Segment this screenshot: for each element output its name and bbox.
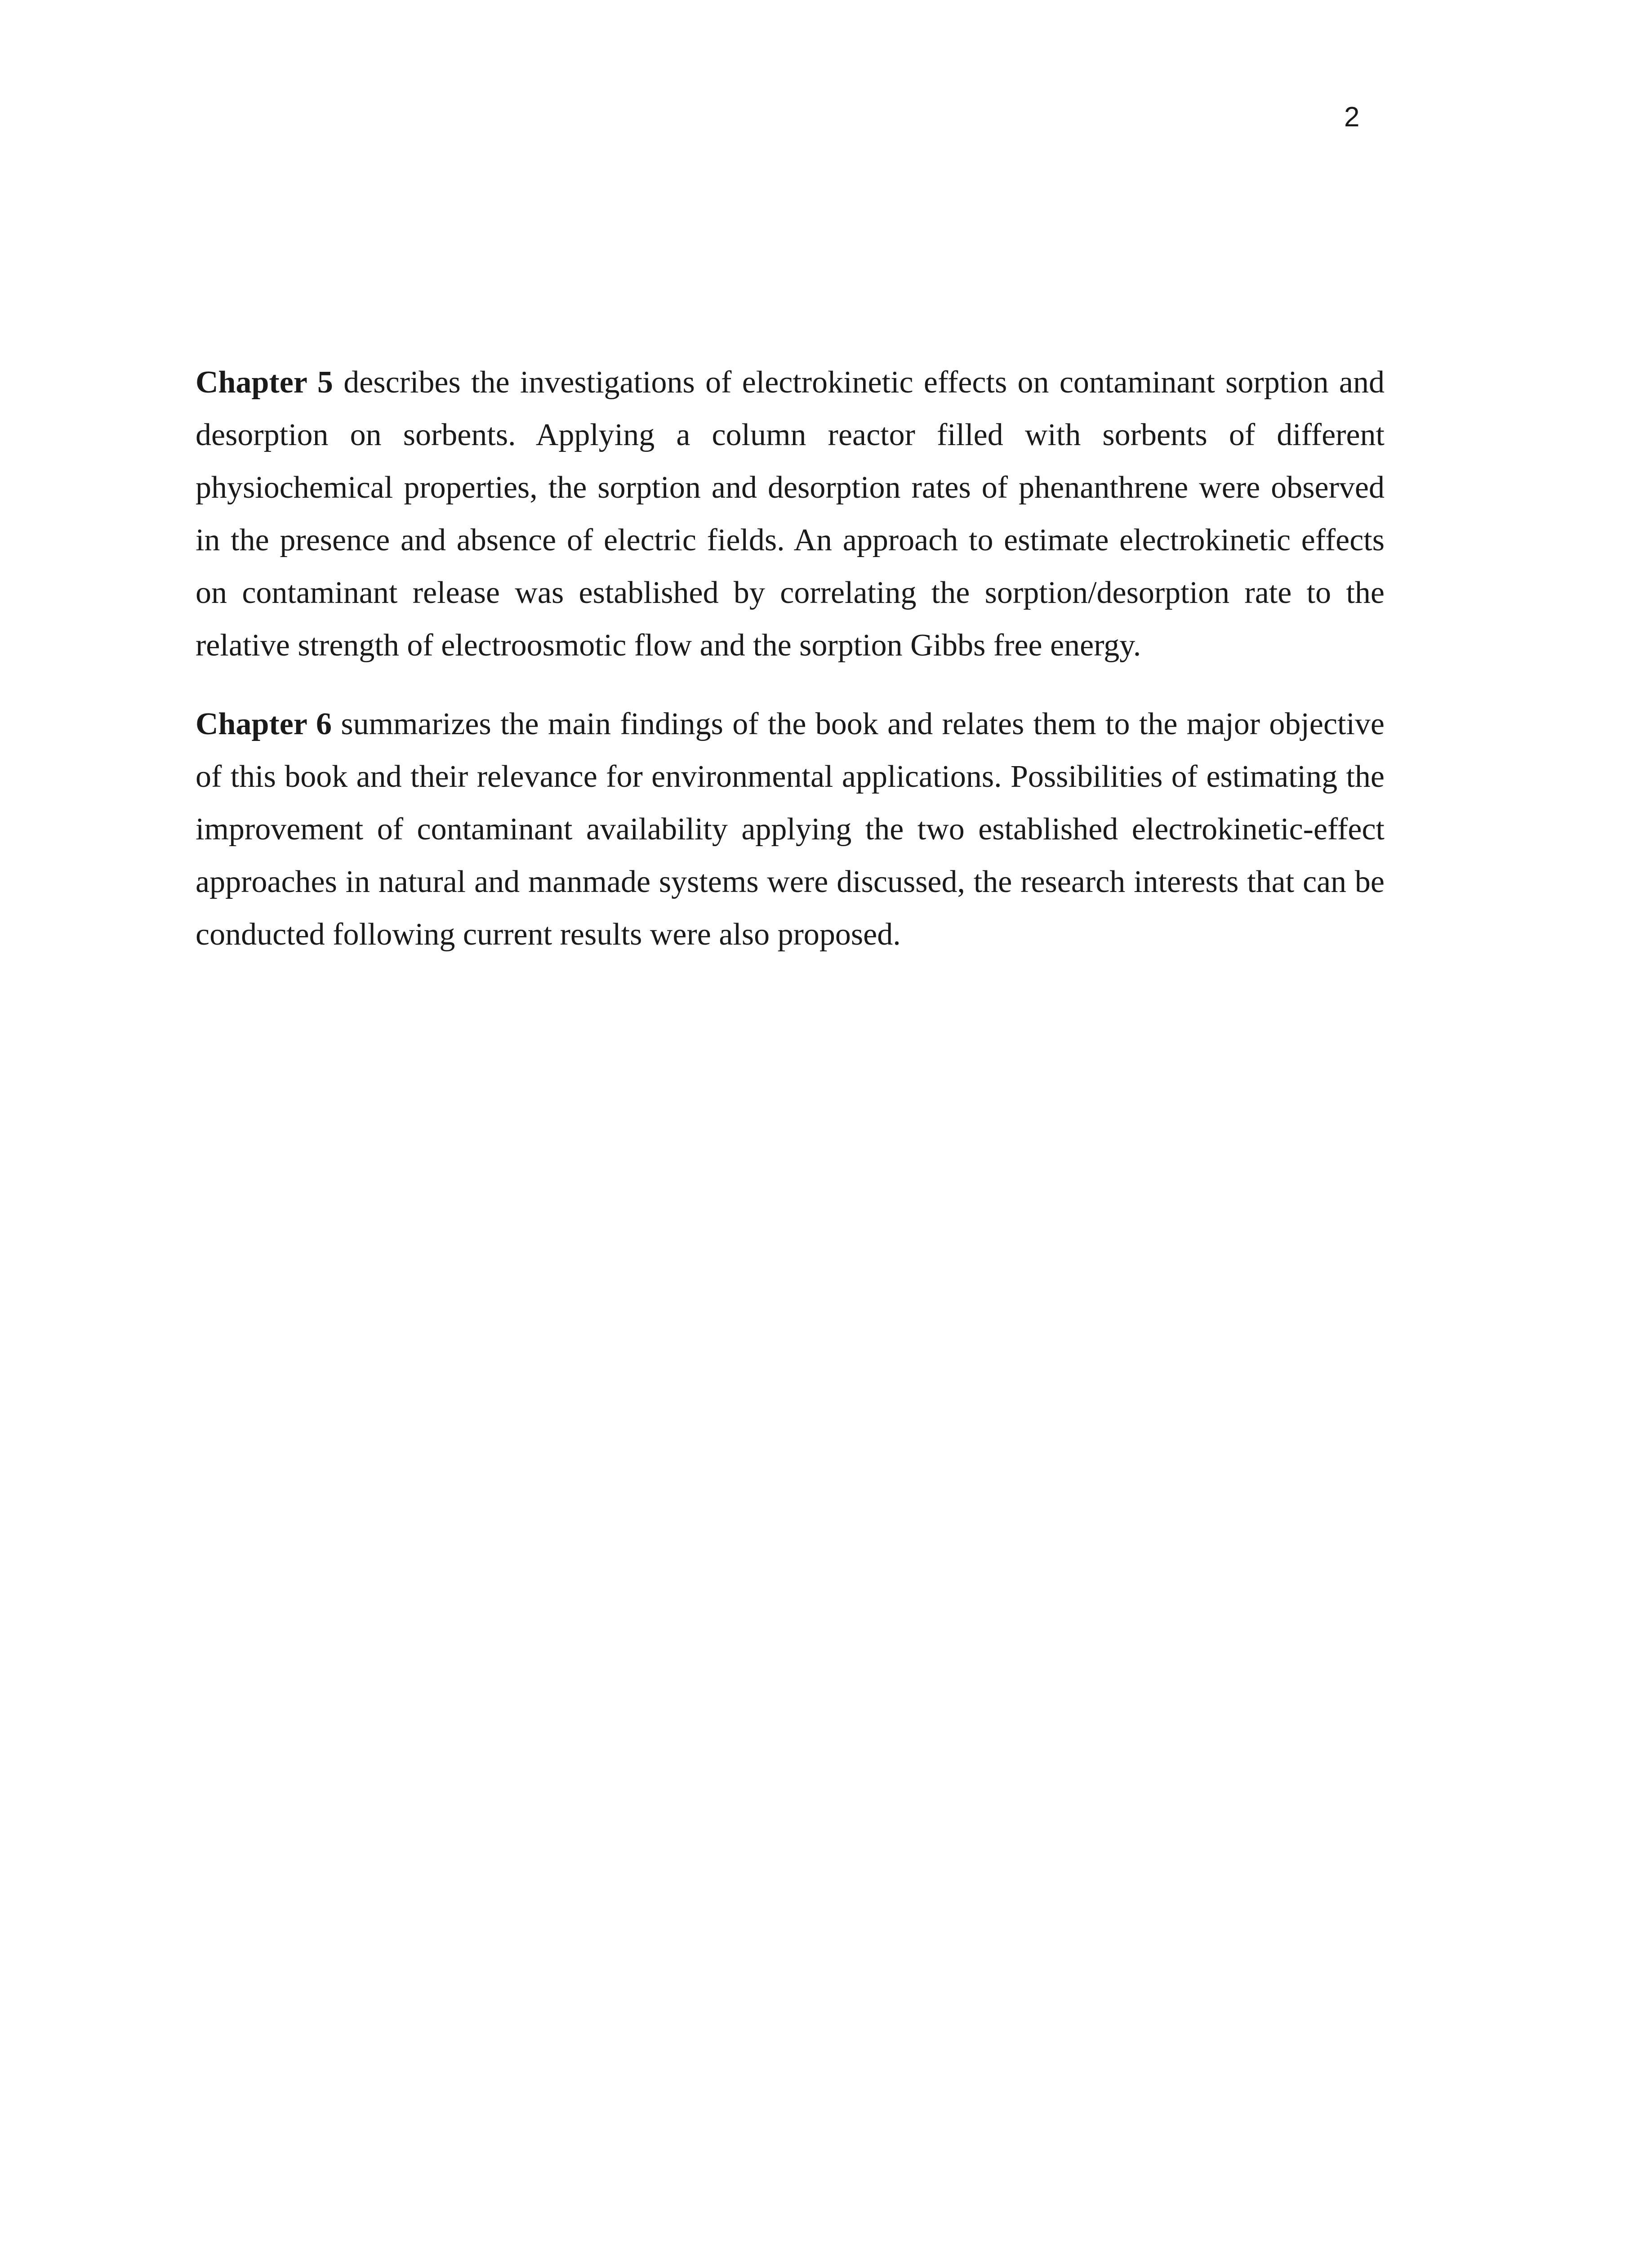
paragraph-chapter-6: [196, 698, 1385, 961]
chapter-6-description: summarizes the main findings of the book and relates them to the major objective of this book and their relevance for environmental applications. Possibilities of estimating the improvement of contaminant availability applying the two established electrokinetic-effect approaches in natural and manmade systems were discussed, the research interests that can be conducted following current results were also proposed.: [196, 707, 1385, 952]
chapter-5-label: Chapter 5: [196, 365, 333, 400]
body-text: [196, 356, 1385, 987]
chapter-5-description: describes the investigations of electrokinetic effects on contaminant sorption and desorption on sorbents. Applying a column reactor filled with sorbents of different physiochemical properties, the sorption and desorption rates of phenanthrene were observed in the presence and absence of electric fields. An approach to estimate electrokinetic effects on contaminant release was established by correlating the sorption/desorption rate to the relative strength of electroosmotic flow and the sorption Gibbs free energy.: [196, 365, 1385, 663]
paragraph-chapter-5: [196, 356, 1385, 672]
chapter-6-label: Chapter 6: [196, 707, 332, 741]
page-number: 2: [1344, 102, 1360, 133]
